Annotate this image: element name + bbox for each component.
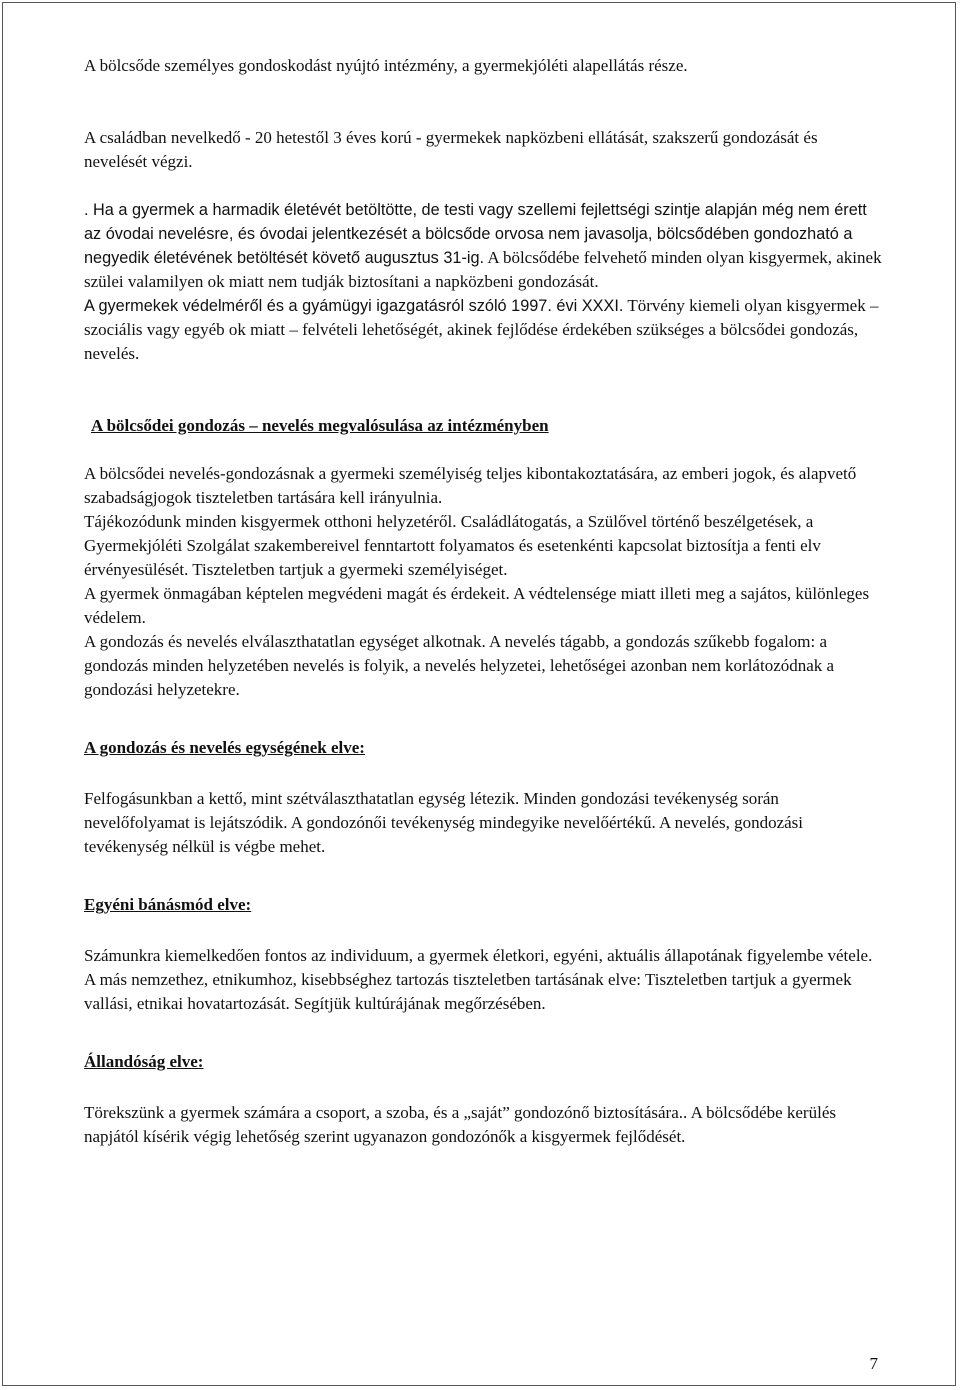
section1-paragraph-2: Tájékozódunk minden kisgyermek otthoni helyzetéről. Családlátogatás, a Szülővel történő beszélgetések, a Gyermekjóléti Szolgálat szakembereivel fenntartott folyamatos és esetenkénti kapcsolat biztosítja a fenti elv érvényesülését. Tiszteletben tartjuk a gyermeki személyiséget. [84, 512, 821, 579]
admission-text-sans: . Ha a gyermek a harmadik életévét betöltötte, de testi vagy szellemi fejlettségi szintje alapján még nem érett az óvodai nevelésre, és óvodai jelentkezését a bölcsőde orvosa nem javasolja, bölcsődében gondozható a negyedik életévének betöltését követő augusztus 31-ig. [84, 201, 867, 267]
paragraph-law [84, 294, 884, 366]
section-heading-unity: A gondozás és nevelés egységének elve: [84, 738, 365, 757]
paragraph-age-range: A családban nevelkedő - 20 hetestől 3 éves korú - gyermekek napközbeni ellátását, szakszerű gondozását és nevelését végzi. [84, 128, 818, 171]
section2-paragraph-1: Felfogásunkban a kettő, mint szétválaszthatatlan egység létezik. Minden gondozási tevékenység során nevelőfolyamat is lejátszódik. A gondozónői tevékenység mindegyike nevelőértékű. A nevelés, gondozási tevékenység nélkül is végbe mehet. [84, 789, 804, 856]
law-text-sans: A gyermekek védelméről és a gyámügyi igazgatásról szóló 1997. évi XXXI. [84, 297, 624, 315]
section3-paragraph-2: A más nemzethez, etnikumhoz, kisebbséghez tartozás tiszteletben tartásának elve: Tiszteletben tartjuk a gyermek vallási, etnikai hovatartozását. Segítjük kultúrájának megőrzésében. [84, 970, 852, 1013]
section1-paragraph-3: A gyermek önmagában képtelen megvédeni magát és érdekeit. A védtelensége miatt illeti meg a sajátos, különleges védelem. [84, 584, 870, 627]
spacer [84, 366, 884, 414]
section-heading-implementation: A bölcsődei gondozás – nevelés megvalósulása az intézményben [91, 416, 549, 435]
paragraph-intro: A bölcsőde személyes gondoskodást nyújtó intézmény, a gyermekjóléti alapellátás része. [84, 56, 688, 75]
section-heading-individual: Egyéni bánásmód elve: [84, 895, 252, 914]
section4-paragraph-1: Törekszünk a gyermek számára a csoport, a szoba, és a „saját” gondozónő biztosítására.. A bölcsődébe kerülés napjától kísérik végig lehetőség szerint ugyanazon gondozónők a kisgyermek fejlődését. [84, 1103, 836, 1146]
paragraph-admission [84, 198, 884, 294]
law-text-serif: Törvény kiemeli olyan kisgyermek –szociális vagy egyéb ok miatt – felvételi lehetőségét, akinek fejlődése érdekében szükséges a bölcsődei gondozás, nevelés. [84, 296, 879, 363]
section1-paragraph-1: A bölcsődei nevelés-gondozásnak a gyermeki személyiség teljes kibontakoztatására, az emberi jogok, és alapvető szabadságjogok tiszteletben tartására kell irányulnia. [84, 464, 857, 507]
admission-text-serif: A bölcsődébe felvehető minden olyan kisgyermek, akinek szülei valamilyen ok miatt nem tudják biztosítani a napközbeni gondozását. [84, 248, 882, 291]
section3-paragraph-1: Számunkra kiemelkedően fontos az individuum, a gyermek életkori, egyéni, aktuális állapotának figyelembe vétele. [84, 946, 873, 965]
page-number: 7 [869, 1354, 878, 1373]
section1-paragraph-4: A gondozás és nevelés elválaszthatatlan egységet alkotnak. A nevelés tágabb, a gondozás szűkebb fogalom: a gondozás minden helyzetében nevelés is folyik, a nevelés helyzetei, lehetőségei azonban nem korlátozódnak a gondozási helyzetekre. [84, 632, 835, 699]
document-body [84, 54, 884, 1149]
section-heading-constancy: Állandóság elve: [84, 1052, 204, 1071]
